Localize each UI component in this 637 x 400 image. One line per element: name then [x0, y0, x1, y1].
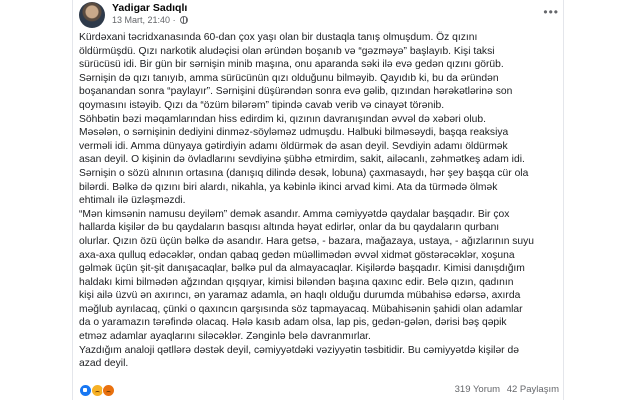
- post-line: qoymasını istəyib. Qızı da “özüm bilərəm” tipində cavab verib və cinayət törənib.: [79, 99, 445, 111]
- post-stats: [451, 384, 559, 395]
- post-meta: [112, 15, 188, 25]
- post-line: olurlar. Qızın özü üçün bəlkə də asandır. Hara getsə, - bazara, mağazaya, ustaya, - ağızlarının suyu: [79, 235, 535, 247]
- post-line: etməz adamlar ayaqlarını siləcəklər. Zənginlə belə davranmırlar.: [79, 331, 371, 343]
- post-line: azad deyil.: [79, 358, 129, 370]
- post-date[interactable]: 13 Mart, 21:40: [112, 15, 171, 25]
- post-line: “Mən kimsənin namusu deyiləm” demək asandır. Amma cəmiyyətdə qaydalar başqadır. Bir çox: [79, 208, 510, 220]
- comment-count[interactable]: 319 Yorum: [454, 384, 501, 395]
- post-header: [79, 2, 559, 28]
- post-line: ehtimalı ilə üzləşməzdi.: [79, 195, 186, 207]
- post-line: axa-axa qulluq edəcəklər, ondan qabaq gedən müəllimədən əvvəl xidmət göstərəcəklər, xoşuna: [79, 249, 515, 261]
- avatar[interactable]: [79, 2, 105, 28]
- right-margin: [565, 0, 637, 400]
- post-line: verməli idi. Amma dünyaya gətirdiyin adamı öldürmək də asan deyil. Sevdiyin adamı öldürmək: [79, 140, 508, 152]
- post-footer: [79, 384, 559, 398]
- reaction-summary[interactable]: [79, 384, 111, 396]
- author-name[interactable]: Yadigar Sadıqlı: [112, 2, 188, 14]
- post-line: boşanandan sonra “paylayır”. Sərnişini düşürəndən sonra evə gəlib, qızından hərəkətlərinə son: [79, 86, 513, 98]
- post-line: Sərnişin o sözü alnının ortasına (danışıq dilində desək, lobuna) çaxmasaydı, hər şey başqa cür ola: [79, 167, 529, 179]
- post-line: gəlmək üçün şit-şit danışacaqlar, bəlkə pul da almayacaqlar. Kişilərdə başqadır. Kimisi danışdığım: [79, 263, 525, 275]
- post-line: Söhbətin bəzi məqamlarından hiss edirdim ki, qızının davranışından əvvəl də xəbəri olub.: [79, 113, 486, 125]
- left-margin: [0, 0, 72, 400]
- post-line: Məsələn, o sərnişinin dediyini dinməz-söyləməz udmuşdu. Halbuki bilməsəydi, başqa reaksiya: [79, 127, 509, 139]
- post-line: Yazdığım analoji qətllərə dəstək deyil, cəmiyyətdəki vəziyyətin təsbitidir. Bu cəmiyyətdə kişilər də: [79, 344, 519, 356]
- post-line: öldürmüşdü. Qızı narkotik aludəçisi olan əründən boşanıb və “gəzməyə” başlayıb. Kişi taksi: [79, 45, 495, 57]
- post-line: kişi ailə üzvü ən axırıncı, ən yaramaz adamla, ən haqlı olduğu durumda mübahisə edərsə, axırda: [79, 290, 521, 302]
- post-line: da o yaramazın tərəfində olacaq. Hələ kasıb adam olsa, lap pis, gedən-gələn, dərisi bəş qəpik: [79, 317, 507, 329]
- angry-icon: [102, 384, 115, 397]
- post-line: Sərnişin də qızı tanıyıb, amma sürücünün qızı olduğunu bilməyib. Qayıdıb ki, bu da əründən: [79, 72, 499, 84]
- post-line: asan deyil. O kişinin də övladlarını sevdiyinə şübhə etmirdim, sakit, ailəcanlı, zəhmətkeş adam idi.: [79, 154, 525, 166]
- post-line: bilərdi. Bəlkə də qızını biri alardı, nikahla, ya kəbinlə ikinci arvad kimi. Ata da türmədə ölmək: [79, 181, 498, 193]
- facebook-post: [72, 0, 564, 400]
- post-line: sürücüsü idi. Bir gün bir sərnişin minib maşına, onu aparanda səki ilə evə gedən qızını görüb.: [79, 59, 504, 71]
- post-line: hallarda kişilər də bu qaydaların basqısı altında həyat edirlər, onlar da bu qaydaların qurbanı: [79, 222, 500, 234]
- post-line: Kürdəxani təcridxanasında 60-dan çox yaşı olan bir dustaqla tanış olmuşdum. Öz qızını: [79, 32, 478, 43]
- share-count[interactable]: 42 Paylaşım: [506, 384, 559, 395]
- post-line: məğlub ayrılacaq, çünki o qaxıncın qarşısında söz tapmayacaq. Mübahisənin şahidi olan adamlar: [79, 303, 523, 315]
- post-body: [79, 31, 559, 371]
- post-line: haldakı kimi bilmədən ağzından qışqıyar, kimisi biləndən başına qaxınc edir. Belə qızın, qadının: [79, 276, 514, 288]
- meta-separator: ·: [172, 15, 176, 25]
- more-options-icon[interactable]: •••: [543, 5, 559, 19]
- globe-icon: [180, 16, 188, 24]
